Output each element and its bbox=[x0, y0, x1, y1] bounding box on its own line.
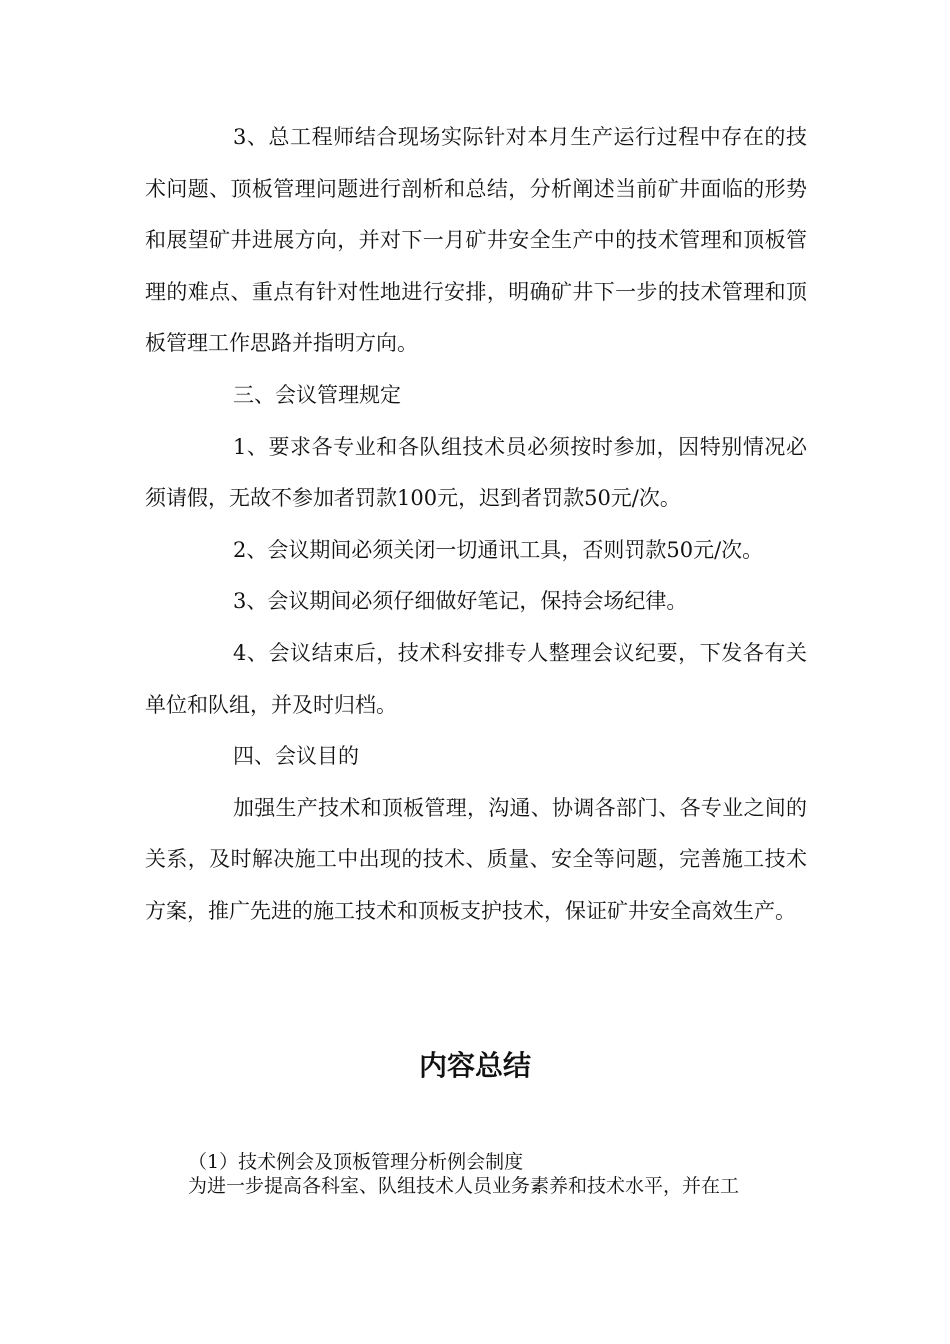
summary-heading: （1）技术例会及顶板管理分析例会制度 bbox=[188, 1151, 524, 1173]
summary-text: 为进一步提高各科室、队组技术人员业务素养和技术水平，并在工 bbox=[188, 1175, 740, 1197]
paragraph-engineer-summary: 3、总工程师结合现场实际针对本月生产运行过程中存在的技术问题、顶板管理问题进行剖析和总结，分析阐述当前矿井面临的形势和展望矿井进展方向，并对下一月矿井安全生产中的技术管理和顶板管理的难点、重点有针对性地进行安排，明确矿井下一步的技术管理和顶板管理工作思路并指明方向。 bbox=[145, 125, 807, 356]
summary-title: 内容总结 bbox=[418, 1049, 531, 1082]
section-heading-meeting-rules: 三、会议管理规定 bbox=[233, 382, 401, 407]
paragraph-rule-notes: 3、会议期间必须仔细做好笔记，保持会场纪律。 bbox=[233, 589, 688, 614]
paragraph-rule-devices: 2、会议期间必须关闭一切通讯工具，否则罚款50元/次。 bbox=[233, 537, 764, 562]
paragraph-rule-minutes: 4、会议结束后，技术科安排专人整理会议纪要，下发各有关单位和队组，并及时归档。 bbox=[145, 640, 807, 717]
section-heading-meeting-purpose: 四、会议目的 bbox=[233, 744, 359, 769]
document-body bbox=[145, 112, 807, 938]
paragraph-rule-attendance: 1、要求各专业和各队组技术员必须按时参加，因特别情况必须请假，无故不参加者罚款100元，迟到者罚款50元/次。 bbox=[145, 434, 807, 511]
paragraph-purpose: 加强生产技术和顶板管理，沟通、协调各部门、各专业之间的关系，及时解决施工中出现的技术、质量、安全等问题，完善施工技术方案，推广先进的施工技术和顶板支护技术，保证矿井安全高效生产。 bbox=[145, 795, 807, 923]
